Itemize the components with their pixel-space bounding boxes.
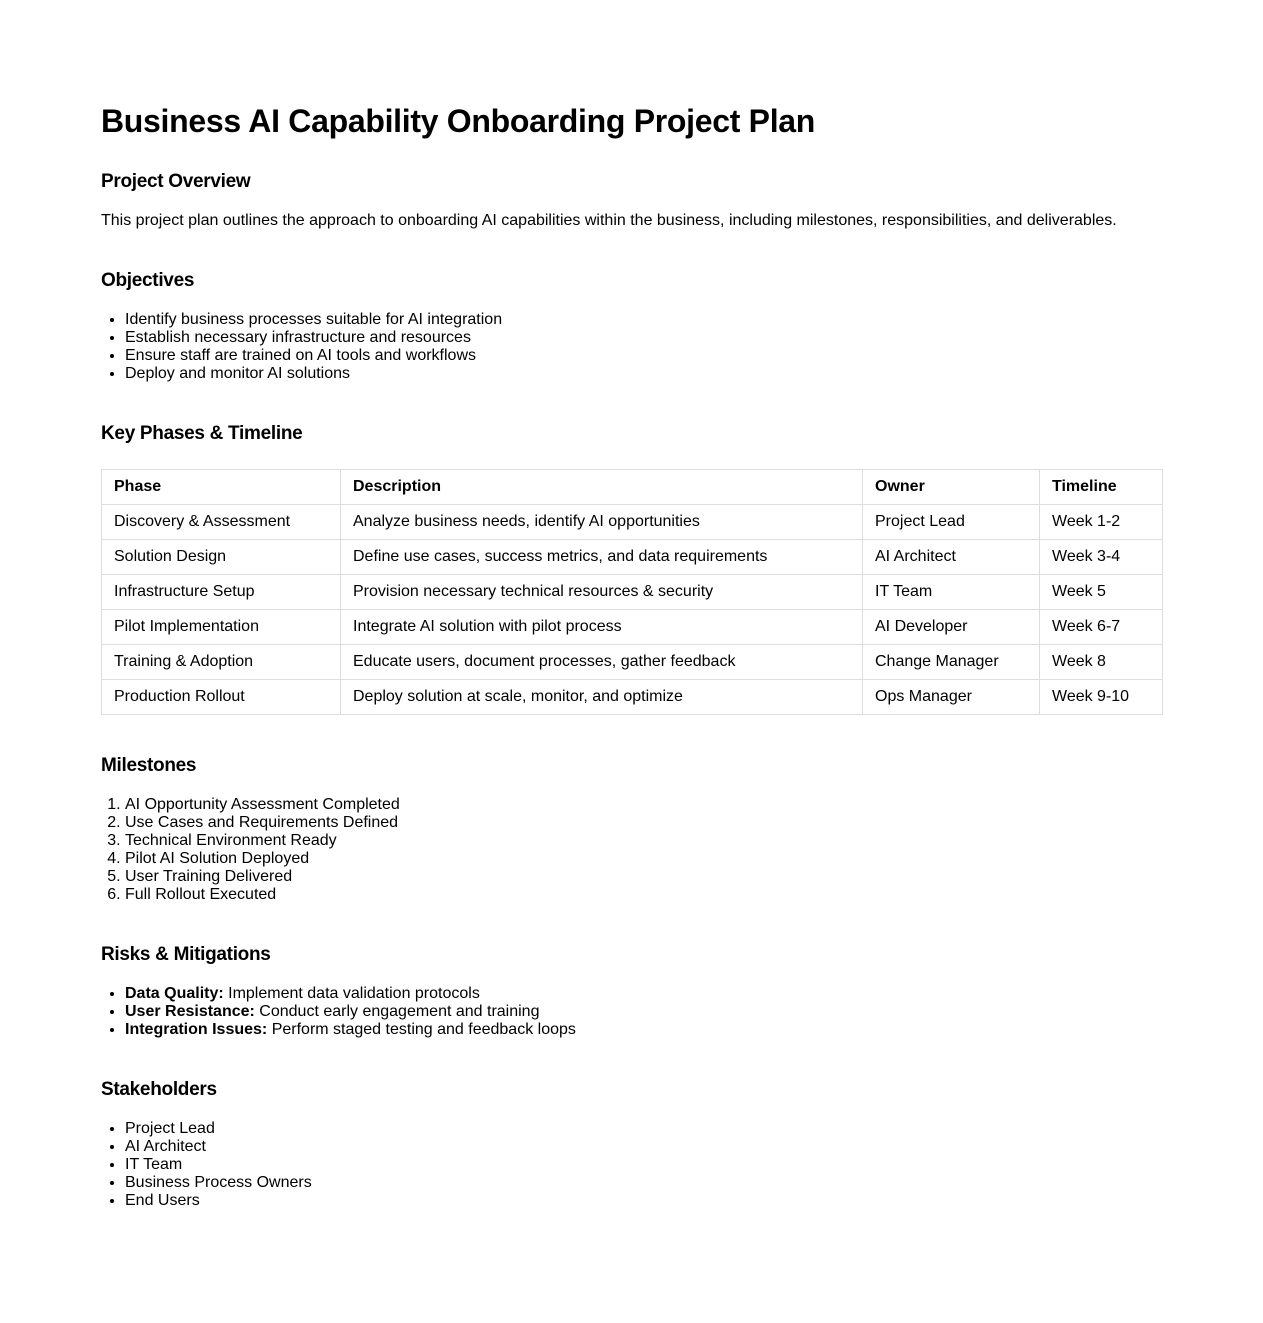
page-title: Business AI Capability Onboarding Project Plan <box>101 103 816 139</box>
phase-cell: Training & Adoption <box>102 645 341 680</box>
column-header-timeline: Timeline <box>1040 470 1163 505</box>
risk-label: Integration Issues: <box>125 1021 268 1038</box>
milestone-item: 2. Use Cases and Requirements Defined <box>125 814 1162 832</box>
overview-heading: Project Overview <box>101 171 251 192</box>
objective-item: • Establish necessary infrastructure and resources <box>125 329 1162 347</box>
phase-cell: Pilot Implementation <box>102 610 341 645</box>
objective-item: • Deploy and monitor AI solutions <box>125 365 1162 383</box>
owner-cell: Ops Manager <box>863 680 1040 715</box>
milestone-item: 6. Full Rollout Executed <box>125 886 1162 904</box>
risk-mitigation: Perform staged testing and feedback loops <box>267 1021 576 1038</box>
table-row <box>102 505 1163 540</box>
table-row <box>102 540 1163 575</box>
stakeholders-list <box>101 1120 1162 1210</box>
phase-cell: Infrastructure Setup <box>102 575 341 610</box>
stakeholders-section <box>101 1079 1162 1210</box>
description-cell: Integrate AI solution with pilot process <box>341 610 863 645</box>
stakeholder-item: • Project Lead <box>125 1120 1162 1138</box>
timeline-cell: Week 1-2 <box>1040 505 1163 540</box>
column-header-description: Description <box>341 470 863 505</box>
milestones-section <box>101 755 1162 904</box>
phases-section <box>101 423 1162 715</box>
table-header-row <box>102 470 1163 505</box>
owner-cell: AI Architect <box>863 540 1040 575</box>
objectives-section <box>101 270 1162 383</box>
risk-label: Data Quality: <box>125 985 224 1002</box>
stakeholder-item: • IT Team <box>125 1156 1162 1174</box>
objectives-list <box>101 311 1162 383</box>
timeline-cell: Week 6-7 <box>1040 610 1163 645</box>
milestone-item: 1. AI Opportunity Assessment Completed <box>125 796 1162 814</box>
risk-item <box>125 1021 1162 1039</box>
timeline-cell: Week 3-4 <box>1040 540 1163 575</box>
description-cell: Educate users, document processes, gather feedback <box>341 645 863 680</box>
column-header-owner: Owner <box>863 470 1040 505</box>
milestones-list <box>101 796 1162 904</box>
description-cell: Provision necessary technical resources & security <box>341 575 863 610</box>
milestones-heading: Milestones <box>101 755 197 776</box>
stakeholder-item: • Business Process Owners <box>125 1174 1162 1192</box>
risks-heading: Risks & Mitigations <box>101 944 271 965</box>
risks-list <box>101 985 1162 1039</box>
stakeholder-item: • End Users <box>125 1192 1162 1210</box>
risk-mitigation: Implement data validation protocols <box>223 985 480 1002</box>
phases-table <box>101 469 1163 715</box>
phase-cell: Production Rollout <box>102 680 341 715</box>
milestone-item: 3. Technical Environment Ready <box>125 832 1162 850</box>
risk-label: User Resistance: <box>125 1003 255 1020</box>
objective-item: • Ensure staff are trained on AI tools and workflows <box>125 347 1162 365</box>
owner-cell: AI Developer <box>863 610 1040 645</box>
description-cell: Analyze business needs, identify AI opportunities <box>341 505 863 540</box>
objectives-heading: Objectives <box>101 270 195 291</box>
owner-cell: Project Lead <box>863 505 1040 540</box>
table-row <box>102 680 1163 715</box>
description-cell: Define use cases, success metrics, and data requirements <box>341 540 863 575</box>
owner-cell: Change Manager <box>863 645 1040 680</box>
overview-text: This project plan outlines the approach to onboarding AI capabilities within the business, including milestones, responsibilities, and deliverables. <box>101 212 1117 229</box>
overview-section <box>101 171 1162 230</box>
phase-cell: Solution Design <box>102 540 341 575</box>
stakeholder-item: • AI Architect <box>125 1138 1162 1156</box>
timeline-cell: Week 9-10 <box>1040 680 1163 715</box>
risk-item <box>125 1003 1162 1021</box>
stakeholders-heading: Stakeholders <box>101 1079 217 1100</box>
table-row <box>102 610 1163 645</box>
milestone-item: 4. Pilot AI Solution Deployed <box>125 850 1162 868</box>
objective-item: • Identify business processes suitable for AI integration <box>125 311 1162 329</box>
timeline-cell: Week 8 <box>1040 645 1163 680</box>
timeline-cell: Week 5 <box>1040 575 1163 610</box>
risk-item <box>125 985 1162 1003</box>
risks-section <box>101 944 1162 1039</box>
table-row <box>102 645 1163 680</box>
risk-mitigation: Conduct early engagement and training <box>254 1003 540 1020</box>
table-row <box>102 575 1163 610</box>
milestone-item: 5. User Training Delivered <box>125 868 1162 886</box>
column-header-phase: Phase <box>102 470 341 505</box>
phases-heading: Key Phases & Timeline <box>101 423 303 444</box>
description-cell: Deploy solution at scale, monitor, and optimize <box>341 680 863 715</box>
owner-cell: IT Team <box>863 575 1040 610</box>
phase-cell: Discovery & Assessment <box>102 505 341 540</box>
